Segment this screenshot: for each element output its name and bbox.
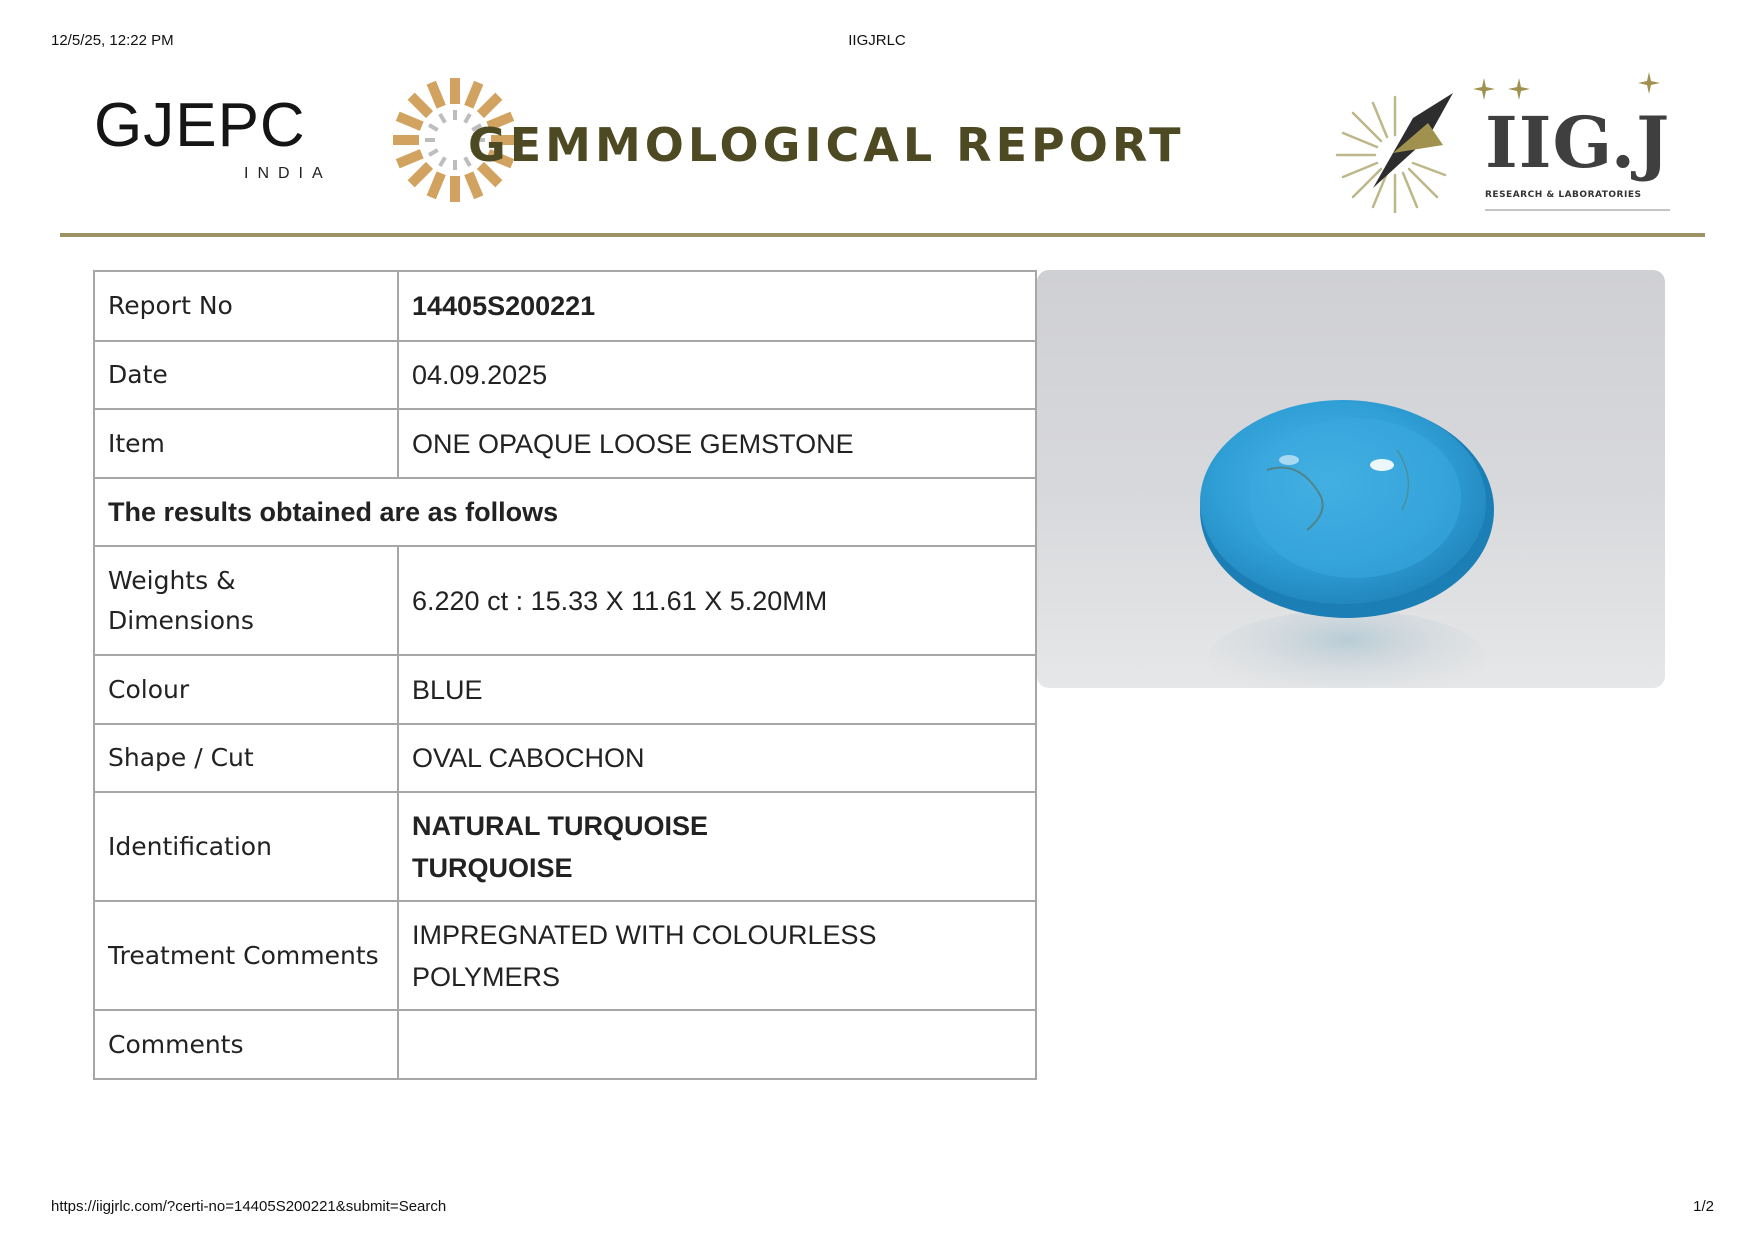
table-row: [94, 655, 1036, 724]
row-label: [94, 546, 398, 655]
print-doc-title: IIGJRLC: [848, 32, 906, 49]
treatment-value: [398, 901, 1036, 1010]
row-label: Identification: [94, 792, 398, 901]
table-row: [94, 1010, 1036, 1079]
gjepc-logo-subtext: INDIA: [244, 165, 332, 182]
weights-label-line1: Weights &: [108, 565, 236, 595]
table-row: [94, 724, 1036, 792]
colour-value: BLUE: [398, 655, 1036, 724]
row-label: Date: [94, 341, 398, 409]
table-row: [94, 341, 1036, 409]
table-row: [94, 409, 1036, 478]
brand-bar: [60, 70, 1705, 240]
star-icon: [1638, 72, 1660, 94]
gjepc-logo: [94, 70, 514, 210]
table-row: [94, 792, 1036, 901]
iigj-logo: [1333, 78, 1673, 220]
report-title: GEMMOLOGICAL REPORT: [468, 118, 1185, 172]
report-table: [93, 270, 1037, 1080]
table-row: [94, 901, 1036, 1010]
date-value: 04.09.2025: [398, 341, 1036, 409]
item-value: ONE OPAQUE LOOSE GEMSTONE: [398, 409, 1036, 478]
page-number: 1/2: [1693, 1198, 1714, 1215]
gjepc-logo-text: GJEPC: [94, 91, 306, 160]
identification-line2: TURQUOISE: [412, 852, 573, 883]
row-label: Comments: [94, 1010, 398, 1079]
row-label: Shape / Cut: [94, 724, 398, 792]
gem-photo: [1037, 270, 1665, 688]
identification-line1: NATURAL TURQUOISE: [412, 810, 708, 841]
row-label: Item: [94, 409, 398, 478]
treatment-line2: POLYMERS: [412, 961, 561, 992]
results-heading: The results obtained are as follows: [94, 478, 1036, 546]
star-icon: [1473, 78, 1495, 100]
starburst-icon: [1333, 83, 1463, 213]
comments-value: [398, 1010, 1036, 1079]
star-icon: [1508, 78, 1530, 100]
report-number-value: 14405S200221: [398, 271, 1036, 341]
weights-value: 6.220 ct : 15.33 X 11.61 X 5.20MM: [398, 546, 1036, 655]
table-row: [94, 546, 1036, 655]
row-label: Report No: [94, 271, 398, 341]
table-row: [94, 271, 1036, 341]
treatment-line1: IMPREGNATED WITH COLOURLESS: [412, 919, 877, 950]
iigj-logo-tagline: [1485, 206, 1670, 216]
iigj-logo-text: IIG.J: [1485, 101, 1671, 184]
turquoise-gem-image: [1037, 270, 1665, 688]
print-datetime: 12/5/25, 12:22 PM: [51, 32, 174, 49]
header-rule: [60, 233, 1705, 237]
page-url-link[interactable]: https://iigjrlc.com/?certi-no=14405S200221&submit=Search: [51, 1198, 447, 1215]
shape-value: OVAL CABOCHON: [398, 724, 1036, 792]
table-row: [94, 478, 1036, 546]
row-label: Colour: [94, 655, 398, 724]
iigj-logo-subtext: RESEARCH & LABORATORIES: [1485, 190, 1642, 200]
row-label: Treatment Comments: [94, 901, 398, 1010]
identification-value: [398, 792, 1036, 901]
weights-label-line2: Dimensions: [108, 605, 254, 635]
